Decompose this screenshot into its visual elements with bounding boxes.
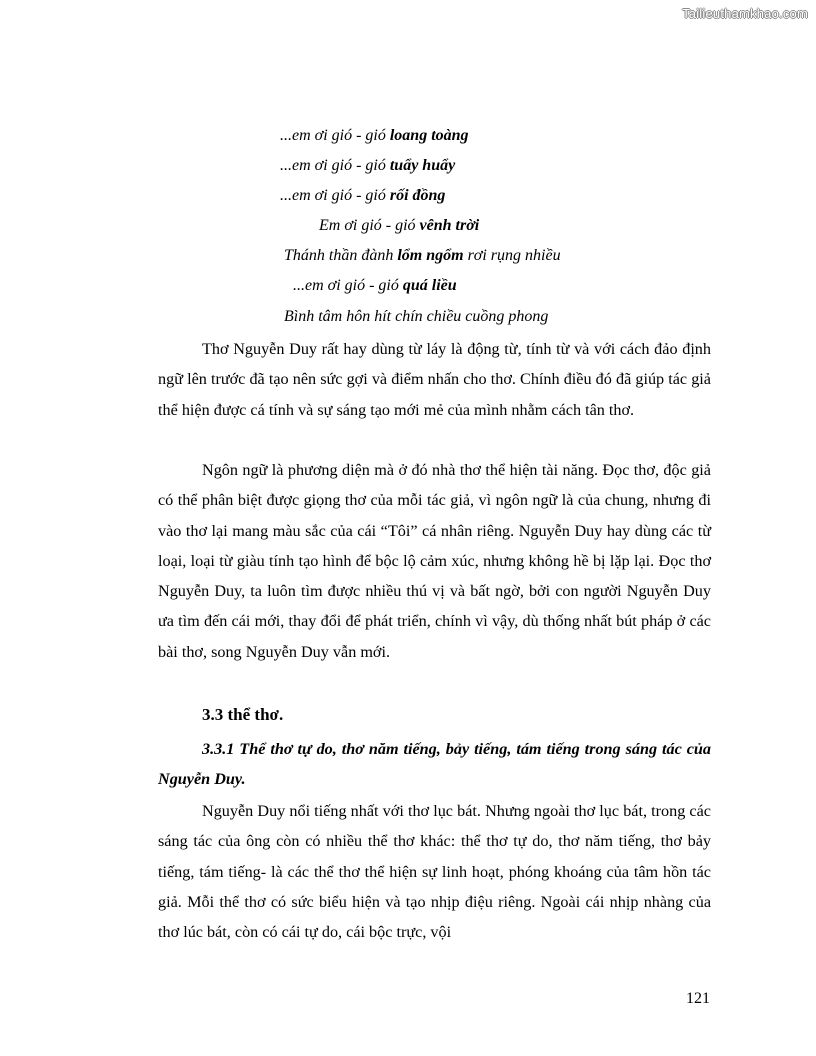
poem-line: Em ơi gió - gió vênh trời [319, 217, 480, 234]
subsection-heading: 3.3.1 Thể thơ tự do, thơ năm tiếng, bảy tiếng, tám tiếng trong sáng tác của Nguyễn Duy. [158, 740, 711, 789]
poem-line: Thánh thần đành lổm ngổm rơi rụng nhiều [284, 247, 561, 264]
section-heading: 3.3 thể thơ. [202, 705, 284, 724]
paragraph: Ngôn ngữ là phương diện mà ở đó nhà thơ thể hiện tài năng. Đọc thơ, độc giả có thể phân biệt được giọng thơ của mỗi tác giả, vì ngôn ngữ là của chung, nhưng đi vào thơ lại mang màu sắc của cái “Tôi” cá nhân riêng. Nguyễn Duy hay dùng các từ loại, loại từ giàu tính tạo hình để bộc lộ cảm xúc, nhưng không hề bị lặp lại. Đọc thơ Nguyễn Duy, ta luôn tìm được nhiều thú vị và bất ngờ, bởi con người Nguyễn Duy ưa tìm đến cái mới, thay đổi để phát triển, chính vì vậy, dù thống nhất bút pháp ở các bài thơ, song Nguyễn Duy vẫn mới. [158, 461, 711, 661]
paragraph: Thơ Nguyễn Duy rất hay dùng từ láy là động từ, tính từ và với cách đảo định ngữ lên trước đã tạo nên sức gợi và điểm nhấn cho thơ. Chính điều đó đã giúp tác giả thể hiện được cá tính và sự sáng tạo mới mẻ của mình nhằm cách tân thơ. [158, 340, 711, 419]
poem-line: ...em ơi gió - gió loang toàng [280, 127, 469, 144]
poem-line: ...em ơi gió - gió tuẩy huẩy [280, 157, 456, 174]
poem-line: ...em ơi gió - gió quá liều [293, 277, 457, 294]
paragraph: Nguyễn Duy nổi tiếng nhất với thơ lục bát. Nhưng ngoài thơ lục bát, trong các sáng tác của ông còn có nhiều thể thơ khác: thể thơ tự do, thơ năm tiếng, thơ bảy tiếng, tám tiếng- là các thể thơ thể hiện sự linh hoạt, phóng khoáng của tâm hồn tác giả. Mỗi thể thơ có sức biểu hiện và tạo nhịp điệu riêng. Ngoài cái nhịp nhàng của thơ lúc bát, còn có cái tự do, cái bộc trực, vội [158, 802, 711, 942]
watermark: Tailieuthamkhao.com [682, 6, 808, 21]
poem-line: Bình tâm hôn hít chín chiều cuồng phong [284, 308, 549, 325]
poem-line: ...em ơi gió - gió rối đồng [280, 187, 446, 204]
page-number: 121 [686, 990, 710, 1007]
